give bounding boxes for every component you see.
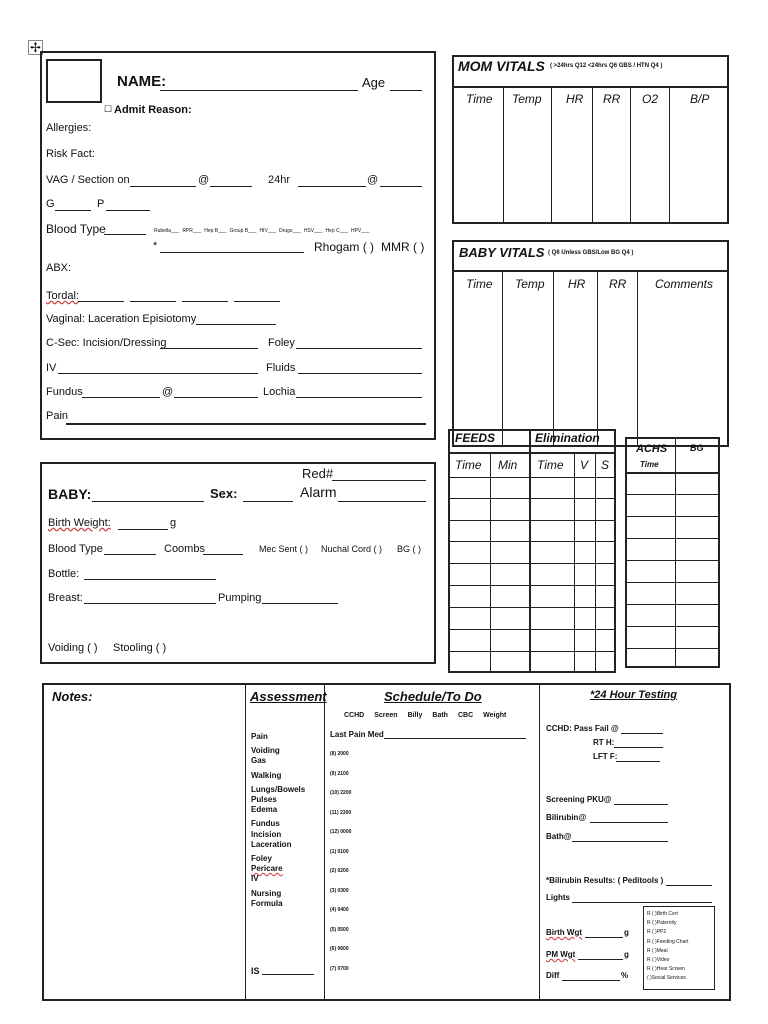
lab-hepb: Hep B___ [204,228,227,234]
assessment-item: Gas [251,756,267,766]
pain-label: Pain [46,410,69,422]
assessment-item: Lungs/Bowels [251,784,306,794]
checklist-item[interactable]: ( )Social Services [647,975,686,982]
lab-rubella: Rubella___ [154,228,180,234]
schedule-col: CCHD [344,712,365,719]
achs-time-label: Time [640,460,659,469]
notes-title: Notes: [52,689,93,704]
schedule-time: (1) 0100 [330,848,349,855]
feeds-col-time: Time [455,458,482,472]
stooling-label: Stooling ( ) [113,642,167,654]
lab-drugs: Drugs___ [279,228,301,234]
pumping-label: Pumping [218,592,262,604]
schedule-time: (3) 0300 [330,887,349,894]
birth-weight-text: Birth Weight: [48,517,111,529]
checklist-item[interactable]: R ( )Video [647,957,670,964]
schedule-title: Schedule/To Do [384,689,482,704]
assessment-item: Incision [251,829,282,839]
lights-label: Lights [546,893,570,902]
schedule-times [330,752,351,986]
checklist-items [647,910,688,984]
schedule-col: Screen [374,712,398,719]
alarm-label: Alarm [300,484,337,500]
schedule-col: Weight [483,712,507,719]
lab-hpv: HPV___ [350,228,370,234]
schedule-time: (6) 0600 [330,946,349,952]
mec-sent-label: Mec Sent ( ) [259,544,309,554]
schedule-time: (8) 2000 [330,751,349,757]
is-label: IS [251,966,260,976]
red-label: Red# [302,466,334,481]
move-handle-icon[interactable]: ✢ [28,40,43,55]
feeds-title: FEEDS [455,431,496,445]
g-label: G [46,198,55,210]
rth-label: RT H: [593,738,615,747]
birth-wgt-unit: g [624,928,629,937]
at-label-2: @ [367,174,379,186]
assessment-item: Formula [251,898,283,908]
assessment-item: Pulses [251,795,277,805]
schedule-time: (5) 0500 [330,926,349,933]
lab-hepc: Hep C___ [325,228,348,234]
baby-col-comments: Comments [655,277,714,291]
feeds-col-min: Min [498,458,518,472]
elim-col-s: S [601,458,610,472]
diff-label: Diff [546,971,560,980]
schedule-col: CBC [457,712,474,719]
photo-box [46,59,102,103]
checklist-item[interactable]: R ( )Meal [647,947,668,954]
at-label: @ [198,174,210,186]
screening-label: Screening PKU@ [546,795,612,804]
bottle-label: Bottle: [48,568,80,580]
schedule-time: (7) 0700 [330,965,349,972]
pm-wgt-unit: g [624,950,629,959]
patient-section [40,51,436,440]
testing-title: *24 Hour Testing [590,689,677,701]
baby-col-time: Time [466,277,493,291]
assessment-item: IV [251,874,259,884]
lochia-label: Lochia [263,386,296,398]
schedule-columns [344,712,506,719]
24hr-label: 24hr [268,174,291,186]
foley-label: Foley [268,337,295,349]
birth-weight-unit: g [170,517,177,529]
mom-vitals-table [452,55,729,224]
voiding-label: Voiding ( ) [48,642,98,654]
vaginal-label: Vaginal: Laceration Episiotomy [46,313,197,325]
elim-col-time: Time [537,458,564,472]
allergies-label: Allergies: [46,122,92,134]
assessment-item: Pericare [251,864,283,874]
assessment-list [251,732,305,909]
assessment-item: Pain [251,732,268,741]
admit-reason-label: Admit Reason: [114,104,192,116]
baby-col-rr: RR [609,277,627,291]
assessment-title: Assessment [250,689,327,704]
schedule-time: (10) 2200 [330,790,352,796]
elim-col-v: V [580,458,589,472]
mom-col-temp: Temp [512,92,542,106]
cchd-label: CCHD: Pass Fail @ [546,724,619,733]
lab-hiv: HIV___ [259,228,277,234]
schedule-time: (9) 2100 [330,770,349,777]
star-label: * [153,240,158,252]
bilirubin-label: Bilirubin@ [546,813,587,822]
blood-type-label: Blood Type [46,222,106,236]
age-label: Age [362,75,386,90]
baby-vitals-title: BABY VITALS [459,245,545,260]
checklist-item[interactable]: R ( )Hear Screen [647,966,685,973]
fundus-label: Fundus [46,386,83,398]
schedule-col: Billy [407,712,423,719]
labs-row [154,228,370,234]
birth-weight-label [48,517,111,529]
p-label: P [97,198,105,210]
mom-col-bp: B/P [690,92,710,106]
abx-label: ABX: [46,262,72,274]
baby-blood-type-label: Blood Type [48,543,103,555]
achs-title: ACHS [636,443,668,455]
iv-label: IV [46,362,57,374]
bg-label: BG ( ) [397,544,421,554]
baby-section [40,462,436,664]
risk-factors-label: Risk Fact: [46,148,95,160]
pm-wgt-text: PM Wgt [546,950,576,959]
name-label: NAME: [117,73,167,90]
baby-col-temp: Temp [515,277,545,291]
schedule-time: (4) 0400 [330,907,349,913]
mom-col-time: Time [466,92,493,106]
elimination-title: Elimination [535,431,600,445]
vag-section-label: VAG / Section on [46,174,130,186]
lab-groupb: Group B___ [229,228,257,234]
birth-wgt-label [546,928,582,937]
lft-label: LFT F: [593,752,618,761]
rhogam-label: Rhogam ( ) [314,240,375,254]
mom-col-o2: O2 [642,92,659,106]
mom-col-hr: HR [566,92,584,106]
mom-vitals-title: MOM VITALS [458,58,545,74]
schedule-time: (2) 0200 [330,868,349,874]
sex-label: Sex: [210,486,238,501]
bath-label: Bath@ [546,832,572,841]
nuchal-cord-label: Nuchal Cord ( ) [321,544,383,554]
assessment-item: Fundus [251,819,280,829]
lab-hsv: HSV___ [303,228,323,234]
checklist-item[interactable]: R ( )Paternity [647,920,677,927]
last-pain-label: Last Pain Med [330,730,384,739]
assessment-item: Edema [251,805,278,815]
coombs-label: Coombs [164,543,205,555]
baby-label: BABY: [48,486,92,502]
assessment-item: Nursing [251,888,282,898]
baby-vitals-note: ( Q6 Unless GBS/Low BG Q4 ) [548,250,634,256]
csec-label: C-Sec: Incision/Dressing [46,337,167,349]
assessment-item: Voiding [251,746,280,756]
pm-wgt-label [546,950,575,959]
diff-unit: % [621,971,629,980]
fluids-label: Fluids [266,362,296,374]
schedule-time: (12) 0000 [330,829,352,835]
checklist-item[interactable]: R ( )PP2 [647,929,667,936]
mom-col-rr: RR [603,92,621,106]
checklist-item[interactable]: R ( )Feeding Chart [647,938,689,945]
assessment-item: Laceration [251,839,292,849]
mmr-label: MMR ( ) [381,240,425,254]
birth-wgt-text: Birth Wgt [546,928,582,937]
assessment-item: Foley [251,854,272,864]
bilirubin-results-label: *Bilirubin Results: ( Peditools ) [546,876,664,885]
schedule-time: (11) 2300 [330,809,352,816]
tordal-label: Tordal: [46,290,80,302]
lab-rpr: RPR___ [182,228,202,234]
at-label-3: @ [162,386,174,398]
baby-col-hr: HR [568,277,586,291]
mom-vitals-note: ( >24hrs Q12 <24hrs Q6 GBS / HTN Q4 ) [550,63,663,69]
achs-bg-label: BG [690,443,704,453]
admit-checkbox[interactable]: ☐ [104,104,113,114]
checklist-item[interactable]: R ( )Birth Cert [647,911,678,917]
breast-label: Breast: [48,592,83,604]
assessment-item: Walking [251,770,282,780]
schedule-col: Bath [432,712,448,719]
